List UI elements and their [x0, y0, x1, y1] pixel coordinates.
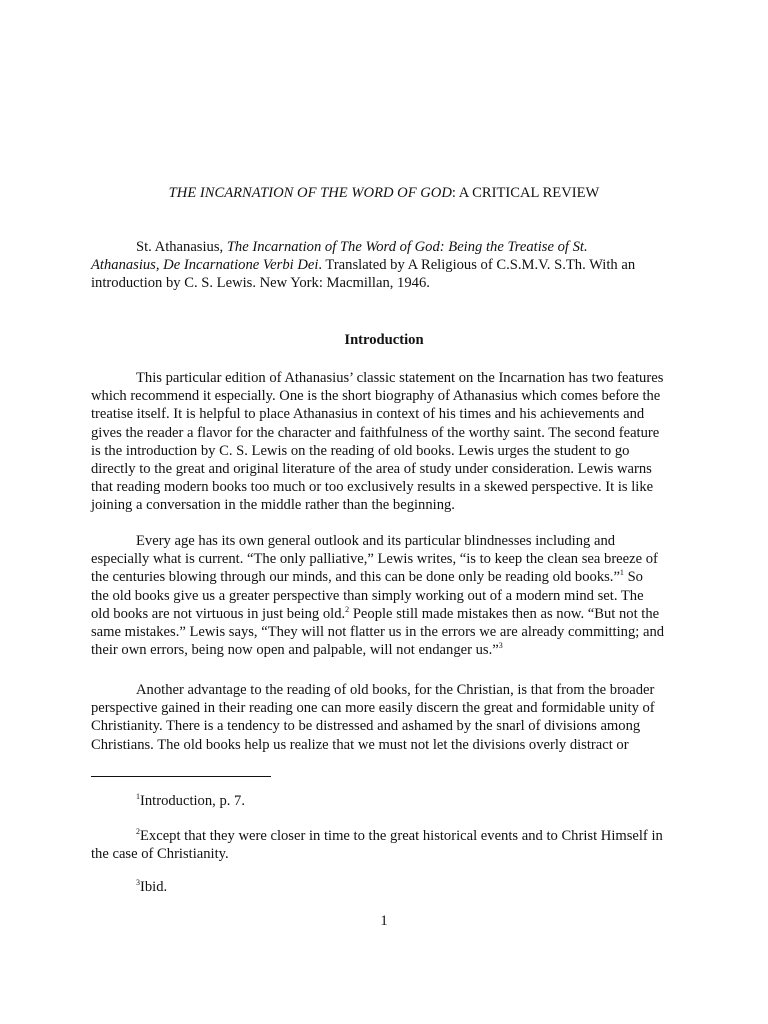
- citation-line: introduction by C. S. Lewis. New York: Macmillan, 1946.: [91, 275, 430, 292]
- paragraph-line: Every age has its own general outlook and its particular blindnesses including and: [136, 533, 616, 549]
- footnote-ref[interactable]: 2: [345, 604, 350, 614]
- footnote: [91, 792, 691, 810]
- paragraph-line: This particular edition of Athanasius’ classic statement on the Incarnation has two features: [136, 370, 664, 386]
- citation-book-title: The Incarnation of The Word of God: Being the Treatise of St.: [226, 239, 588, 255]
- paragraph-line: Christians. The old books help us realize that we must not let the divisions overly distract or: [91, 736, 629, 753]
- footnote-text: the case of Christianity.: [91, 846, 229, 863]
- bibliographic-citation: [91, 238, 679, 293]
- paragraph-line: old books are not virtuous in just being old.$^2$ People still made mistakes then as now. “But not the: [91, 604, 660, 622]
- footnote-text: Introduction, p. 7.: [140, 793, 245, 809]
- paragraph-line: gives the reader a flavor for the character and faithfulness of the worthy saint. The second feature: [91, 424, 660, 441]
- citation-line: [91, 256, 679, 274]
- paragraph-line: the centuries blowing through our minds, and this can be done only be reading old books.”$^1$ So: [91, 568, 643, 586]
- paragraph-line: joining a conversation in the middle rather than the beginning.: [91, 497, 455, 514]
- paragraph: [91, 369, 679, 515]
- section-heading: Introduction: [344, 332, 424, 348]
- paragraph: [91, 532, 679, 659]
- paragraph: [91, 681, 679, 754]
- footnote-number: 1: [136, 792, 140, 802]
- footnote-text: Ibid.: [140, 879, 168, 895]
- document-title: [0, 184, 768, 202]
- paragraph-line: same mistakes.” Lewis says, “They will not flatter us in the errors we are already committing; and: [91, 624, 665, 641]
- footnote-text: Except that they were closer in time to the great historical events and to Christ Himself in: [140, 828, 663, 844]
- paragraph-line: Christianity. There is a tendency to be distressed and ashamed by the snarl of divisions among: [91, 718, 641, 735]
- citation-author: St. Athanasius,: [136, 239, 227, 255]
- footnote-divider: [91, 776, 271, 777]
- citation-publication: . Translated by A Religious of C.S.M.V. S.Th. With an: [318, 257, 636, 274]
- footnote-number: 3: [136, 878, 140, 888]
- paragraph-line: perspective gained in their reading one can more easily discern the great and formidable unity of: [91, 700, 655, 717]
- paragraph-line: especially what is current. “The only palliative,” Lewis writes, “is to keep the clean sea breeze of: [91, 551, 658, 568]
- paragraph-line: Another advantage to the reading of old books, for the Christian, is that from the broader: [136, 682, 655, 698]
- footnote: [91, 878, 691, 896]
- paragraph-line: treatise itself. It is helpful to place Athanasius in context of his times and his achievements and: [91, 406, 645, 423]
- paragraph-line: directly to the great and original literature of the area of study under consideration. Lewis warns: [91, 461, 652, 478]
- footnote: [91, 827, 691, 863]
- citation-line: [91, 238, 679, 256]
- title-italic-part: THE INCARNATION OF THE WORD OF GOD: [168, 185, 452, 201]
- paragraph-line: the old books give us a greater perspective than simply working out of a modern mind set. The: [91, 587, 644, 604]
- footnote-number: 2: [136, 827, 140, 837]
- footnote-ref[interactable]: 3: [498, 641, 503, 651]
- paragraph-line: which recommend it especially. One is the short biography of Athanasius which comes before the: [91, 388, 661, 405]
- citation-book-title: Athanasius, De Incarnatione Verbi Dei: [91, 257, 319, 274]
- paragraph-line: is the introduction by C. S. Lewis on the reading of old books. Lewis urges the student to go: [91, 442, 630, 459]
- footnote-ref[interactable]: 1: [619, 568, 624, 578]
- title-rest: : A CRITICAL REVIEW: [451, 185, 600, 201]
- page-number: 1: [380, 913, 388, 929]
- paragraph-line: that reading modern books too much or too exclusively results in a skewed perspective. It is like: [91, 479, 654, 496]
- paragraph-line: their own errors, being now open and palpable, will not endanger us.”$^3$: [91, 641, 503, 659]
